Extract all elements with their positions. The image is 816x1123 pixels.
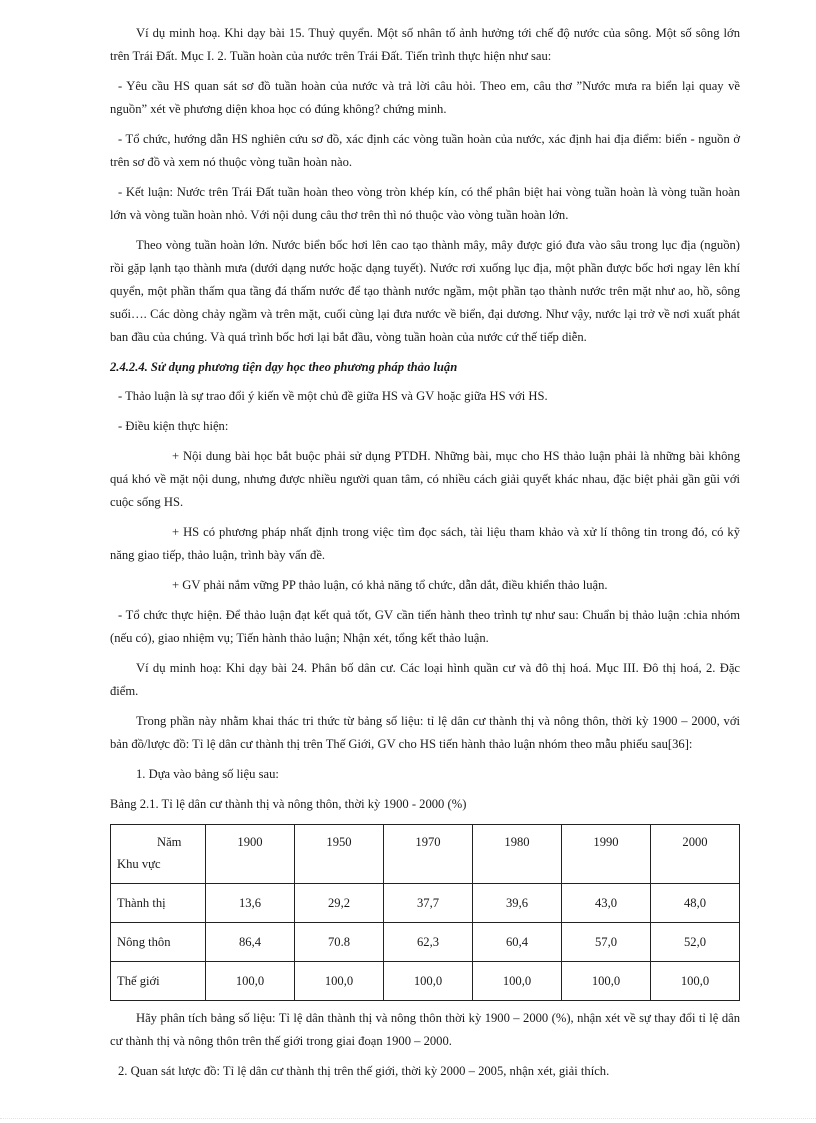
discussion-section	[110, 385, 740, 786]
value-cell: 37,7	[384, 884, 473, 923]
row-label-cell: Thành thị	[111, 884, 206, 923]
value-cell: 39,6	[473, 884, 562, 923]
value-cell: 100,0	[473, 962, 562, 1001]
section-heading: 2.4.2.4. Sử dụng phương tiện dạy học theo phương pháp thảo luận	[110, 360, 458, 374]
year-header-cell: 2000	[651, 825, 740, 884]
value-cell: 100,0	[651, 962, 740, 1001]
value-cell: 100,0	[206, 962, 295, 1001]
value-cell: 60,4	[473, 923, 562, 962]
value-cell: 62,3	[384, 923, 473, 962]
paragraph: Trong phần này nhằm khai thác tri thức từ bảng số liệu: tỉ lệ dân cư thành thị và nông thôn, thời kỳ 1900 – 2000, với bản đồ/lược đồ: Tỉ lệ dân cư thành thị trên Thế Giới, GV cho HS tiến hành thảo luận nhóm theo mẫu phiếu sau[36]:	[110, 714, 740, 751]
paragraph: 2. Quan sát lược đồ: Tỉ lệ dân cư thành thị trên thế giới, thời kỳ 2000 – 2005, nhận xét, giải thích.	[118, 1064, 610, 1078]
paragraph: - Tổ chức thực hiện. Để thảo luận đạt kết quả tốt, GV cần tiến hành theo trình tự như sau: Chuẩn bị thảo luận :chia nhóm (nếu có), giao nhiệm vụ; Tiến hành thảo luận; Nhận xét, tổng kết thảo luận.	[110, 608, 740, 645]
document-page	[110, 22, 740, 1090]
row-label-cell: Thế giới	[111, 962, 206, 1001]
value-cell: 29,2	[295, 884, 384, 923]
value-cell: 86,4	[206, 923, 295, 962]
table-row	[111, 962, 740, 1001]
value-cell: 70.8	[295, 923, 384, 962]
paragraph: - Thảo luận là sự trao đổi ý kiến về một chủ đề giữa HS và GV hoặc giữa HS với HS.	[118, 389, 548, 403]
paragraph: Ví dụ minh hoạ. Khi dạy bài 15. Thuỷ quyển. Một số nhân tố ảnh hưởng tới chế độ nước của sông. Một số sông lớn trên Trái Đất. Mục I. 2. Tuần hoàn của nước trên Trái Đất. Tiến trình thực hiện như sau:	[110, 26, 740, 63]
value-cell: 100,0	[562, 962, 651, 1001]
intro-section	[110, 22, 740, 349]
table-header-row	[111, 825, 740, 884]
value-cell: 57,0	[562, 923, 651, 962]
paragraph: Theo vòng tuần hoàn lớn. Nước biển bốc hơi lên cao tạo thành mây, mây được gió đưa vào sâu trong lục địa (nguồn) rồi gặp lạnh tạo thành mưa (dưới dạng nước hoặc dạng tuyết). Nước rơi xuống lục địa, một phần được bốc hơi ngay lên khí quyển, một phần thấm qua tầng đá thấm nước để tạo thành nước ngầm, một phần tạo thành nước trên mặt như ao, hồ, sông suối…. Các dòng chảy ngầm và trên mặt, cuối cùng lại đưa nước về biển, đại dương. Như vậy, nước lại trở về nơi xuất phát ban đầu của chúng. Và quá trình bốc hơi lại bắt đầu, vòng tuần hoàn của nước cứ thế tiếp diễn.	[110, 238, 740, 344]
paragraph: 1. Dựa vào bảng số liệu sau:	[136, 767, 279, 781]
year-header-cell: 1980	[473, 825, 562, 884]
table-caption: Bảng 2.1. Tỉ lệ dân cư thành thị và nông thôn, thời kỳ 1900 - 2000 (%)	[110, 797, 467, 811]
paragraph: Hãy phân tích bảng số liệu: Tỉ lệ dân thành thị và nông thôn thời kỳ 1900 – 2000 (%), nhận xét về sự thay đổi tỉ lệ dân cư thành thị và nông thôn trên thế giới trong giai đoạn 1900 – 2000.	[110, 1011, 740, 1048]
value-cell: 100,0	[384, 962, 473, 1001]
population-table	[110, 824, 740, 1001]
paragraph: - Điều kiện thực hiện:	[118, 419, 229, 433]
year-header-cell: 1990	[562, 825, 651, 884]
page-footer-line	[0, 1118, 816, 1119]
corner-region-label: Khu vực	[117, 857, 161, 871]
paragraph: - Kết luận: Nước trên Trái Đất tuần hoàn theo vòng tròn khép kín, có thể phân biệt hai vòng tuần hoàn là vòng tuần hoàn lớn và vòng tuần hoàn nhỏ. Với nội dung câu thơ trên thì nó thuộc vào vòng tuần hoàn lớn.	[110, 185, 740, 222]
conclusion-section	[110, 1007, 740, 1083]
paragraph: + GV phải nắm vững PP thảo luận, có khả năng tổ chức, dẫn dắt, điều khiển thảo luận.	[172, 578, 608, 592]
paragraph: + HS có phương pháp nhất định trong việc tìm đọc sách, tài liệu tham khảo và xử lí thông tin trong đó, có kỹ năng giao tiếp, thảo luận, trình bày vấn đề.	[110, 525, 740, 562]
table-corner-cell	[111, 825, 206, 884]
value-cell: 13,6	[206, 884, 295, 923]
table-row	[111, 923, 740, 962]
table-row	[111, 884, 740, 923]
row-label-cell: Nông thôn	[111, 923, 206, 962]
value-cell: 43,0	[562, 884, 651, 923]
value-cell: 48,0	[651, 884, 740, 923]
value-cell: 100,0	[295, 962, 384, 1001]
value-cell: 52,0	[651, 923, 740, 962]
paragraph: + Nội dung bài học bắt buộc phải sử dụng PTDH. Những bài, mục cho HS thảo luận phải là những bài không quá khó về mặt nội dung, nhưng được nhiều người quan tâm, có nhiều cách giải quyết khác nhau, đặc biệt phải gần gũi với cuộc sống HS.	[110, 449, 740, 509]
paragraph: - Yêu cầu HS quan sát sơ đồ tuần hoàn của nước và trả lời câu hỏi. Theo em, câu thơ ”Nước mưa ra biển lại quay về nguồn” xét về phương diện khoa học có đúng không? chứng minh.	[110, 79, 740, 116]
year-header-cell: 1970	[384, 825, 473, 884]
corner-year-label: Năm	[157, 835, 182, 849]
paragraph: - Tổ chức, hướng dẫn HS nghiên cứu sơ đồ, xác định các vòng tuần hoàn của nước, xác định hai địa điểm: biển - nguồn ở trên sơ đồ và xem nó thuộc vòng tuần hoàn nào.	[110, 132, 740, 169]
year-header-cell: 1950	[295, 825, 384, 884]
year-header-cell: 1900	[206, 825, 295, 884]
paragraph: Ví dụ minh hoạ: Khi dạy bài 24. Phân bố dân cư. Các loại hình quần cư và đô thị hoá. Mục III. Đô thị hoá, 2. Đặc điểm.	[110, 661, 740, 698]
